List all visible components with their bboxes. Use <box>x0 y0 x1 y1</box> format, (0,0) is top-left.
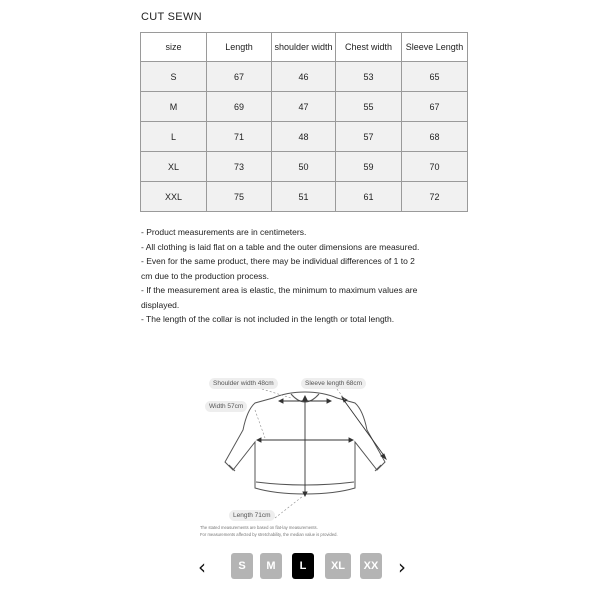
column-header: shoulder width <box>272 33 336 62</box>
table-cell: 73 <box>207 152 272 182</box>
table-cell: 57 <box>336 122 402 152</box>
table-cell: 51 <box>272 182 336 212</box>
table-cell: 50 <box>272 152 336 182</box>
note-line: - All clothing is laid flat on a table and the outer dimensions are measured. <box>141 241 420 252</box>
table-cell: XXL <box>141 182 207 212</box>
table-cell: 53 <box>336 62 402 92</box>
table-cell: 61 <box>336 182 402 212</box>
table-cell: 67 <box>402 92 468 122</box>
column-header: Length <box>207 33 272 62</box>
table-cell: 69 <box>207 92 272 122</box>
width-label: Width 57cm <box>205 401 247 412</box>
note-line: cm due to the production process. <box>141 270 270 281</box>
shoulder-width-label: Shoulder width 48cm <box>209 378 278 389</box>
table-cell: S <box>141 62 207 92</box>
column-header: Chest width <box>336 33 402 62</box>
note-line: displayed. <box>141 299 180 310</box>
measurement-notes <box>141 225 471 327</box>
table-cell: 46 <box>272 62 336 92</box>
length-label: Length 71cm <box>229 510 275 521</box>
note-line: - Product measurements are in centimeters. <box>141 227 307 237</box>
table-cell: L <box>141 122 207 152</box>
note-line: - If the measurement area is elastic, the minimum to maximum values are <box>141 285 418 295</box>
fine-print: For measurements affected by stretchability, the median value is provided. <box>200 532 338 537</box>
table-cell: XL <box>141 152 207 182</box>
note-line: - The length of the collar is not included in the length or total length. <box>141 314 395 324</box>
table-cell: 47 <box>272 92 336 122</box>
table-cell: 71 <box>207 122 272 152</box>
chevron-left-icon[interactable]: ‹ <box>198 555 206 579</box>
sweatshirt-outline-icon <box>195 370 410 545</box>
table-row <box>141 152 468 182</box>
table-cell: 67 <box>207 62 272 92</box>
note-line: - Even for the same product, there may be individual differences of 1 to 2 <box>141 256 415 266</box>
size-button-xx[interactable]: XX <box>360 553 382 579</box>
table-cell: 68 <box>402 122 468 152</box>
table-cell: 70 <box>402 152 468 182</box>
table-cell: 59 <box>336 152 402 182</box>
table-row <box>141 122 468 152</box>
size-button-l[interactable]: L <box>292 553 314 579</box>
chevron-right-icon[interactable]: › <box>398 555 406 579</box>
size-button-m[interactable]: M <box>260 553 282 579</box>
table-row <box>141 182 468 212</box>
column-header: Sleeve Length <box>402 33 468 62</box>
column-header: size <box>141 33 207 62</box>
size-button-s[interactable]: S <box>231 553 253 579</box>
size-selector <box>195 553 415 581</box>
size-chart-table <box>140 32 468 212</box>
table-cell: 55 <box>336 92 402 122</box>
table-row <box>141 62 468 92</box>
table-cell: 75 <box>207 182 272 212</box>
sleeve-length-label: Sleeve length 68cm <box>301 378 366 389</box>
page-title: CUT SEWN <box>141 11 202 23</box>
garment-diagram <box>195 370 410 545</box>
table-cell: 72 <box>402 182 468 212</box>
table-cell: 48 <box>272 122 336 152</box>
table-cell: M <box>141 92 207 122</box>
table-row <box>141 92 468 122</box>
table-cell: 65 <box>402 62 468 92</box>
fine-print: The stated measurements are based on flat-lay measurements. <box>200 525 318 530</box>
table-header-row <box>141 33 468 62</box>
size-button-xl[interactable]: XL <box>325 553 351 579</box>
